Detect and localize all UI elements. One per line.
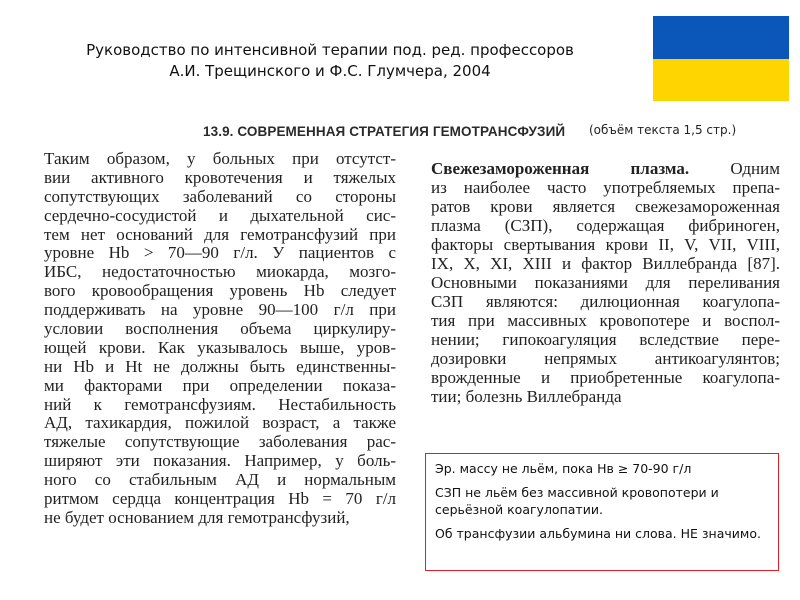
text-line: не будет основанием для гемотрансфузий, bbox=[44, 507, 350, 527]
text-line: ющей крови. Как указывалось выше, уров- bbox=[44, 337, 396, 357]
text-line: вого кровообращения уровень Hb следует bbox=[44, 281, 396, 301]
note-item: Эр. массу не льём, пока Нв ≥ 70-90 г/л bbox=[435, 461, 692, 476]
text-line: ни Hb и Ht не должны быть единственны- bbox=[44, 356, 396, 376]
text-line: ний к гемотрансфузиям. Нестабильность bbox=[44, 394, 396, 414]
text-line: факторы свертывания крови II, V, VII, VIII, bbox=[431, 235, 780, 254]
text-line: плазма (СЗП), содержащая фибриноген, bbox=[431, 216, 780, 235]
text-line: поддерживать на уровне 90—100 г/л при bbox=[44, 300, 396, 320]
text-line: ми факторами при определении показа- bbox=[44, 375, 396, 395]
text-line: сердечно-сосудистой и дыхательной сис- bbox=[44, 205, 396, 225]
volume-note: (объём текста 1,5 стр.) bbox=[589, 123, 737, 137]
text-line: ширяют эти показания. Например, у боль- bbox=[44, 451, 396, 471]
text-line: уровне Hb > 70—90 г/л. У пациентов с bbox=[44, 243, 396, 263]
text-line: тем нет оснований для гемотрансфузий при bbox=[44, 224, 396, 244]
note-item: Об трансфузии альбумина ни слова. НЕ значимо. bbox=[435, 526, 761, 541]
text-fragment: Одним bbox=[689, 159, 780, 178]
flag-blue-stripe bbox=[653, 16, 789, 59]
text-line: нении; гипокоагуляция вследствие пере- bbox=[431, 330, 780, 349]
summary-note-box bbox=[425, 453, 779, 571]
text-line: ратов крови является свежезамороженная bbox=[431, 197, 780, 216]
text-line: ного со стабильным АД и нормальным bbox=[44, 470, 396, 490]
text-line: ритмом сердца концентрация Hb = 70 г/л bbox=[44, 489, 396, 509]
text-line: АД, тахикардия, пожилой возраст, а также bbox=[44, 413, 396, 433]
text-line: врожденные и приобретенные коагулопа- bbox=[431, 368, 780, 387]
right-text-column bbox=[431, 159, 780, 406]
text-line: тии; болезнь Виллебранда bbox=[431, 387, 622, 406]
text-line: Таким образом, у больных при отсутст- bbox=[44, 149, 396, 168]
note-item: СЗП не льём без массивной кровопотери и серьёзной коагулопатии. bbox=[435, 485, 719, 517]
flag-yellow-stripe bbox=[653, 59, 789, 102]
text-line: тия при массивных кровопотере и воспол- bbox=[431, 311, 780, 330]
text-line: Основными показаниями для переливания bbox=[431, 273, 780, 292]
text-line: из наиболее часто употребляемых препа- bbox=[431, 178, 780, 197]
plasma-term: Свежезамороженная плазма. bbox=[431, 159, 690, 178]
text-line: ИБС, недостаточностью миокарда, мозго- bbox=[44, 262, 396, 282]
text-line: условии восполнения объема циркулиру- bbox=[44, 319, 396, 339]
ukraine-flag-image bbox=[653, 16, 789, 101]
text-line: сопутствующих заболеваний со стороны bbox=[44, 186, 396, 206]
text-line bbox=[431, 159, 780, 178]
page-title bbox=[20, 40, 640, 82]
left-text-column bbox=[44, 150, 396, 528]
text-line: тяжелые сопутствующие заболевания рас- bbox=[44, 432, 396, 452]
text-line: СЗП являются: дилюционная коагулопа- bbox=[431, 292, 780, 311]
text-line: дозировки непрямых антикоагулянтов; bbox=[431, 349, 780, 368]
page-title-line-1: Руководство по интенсивной терапии под. ред. профессоров bbox=[86, 41, 574, 59]
text-line: IX, X, XI, XIII и фактор Виллебранда [87]. bbox=[431, 254, 780, 273]
section-heading: 13.9. СОВРЕМЕННАЯ СТРАТЕГИЯ ГЕМОТРАНСФУЗИЙ bbox=[203, 124, 566, 139]
page-title-line-2: А.И. Трещинского и Ф.С. Глумчера, 2004 bbox=[169, 62, 491, 80]
text-line: вии активного кровотечения и тяжелых bbox=[44, 167, 396, 187]
